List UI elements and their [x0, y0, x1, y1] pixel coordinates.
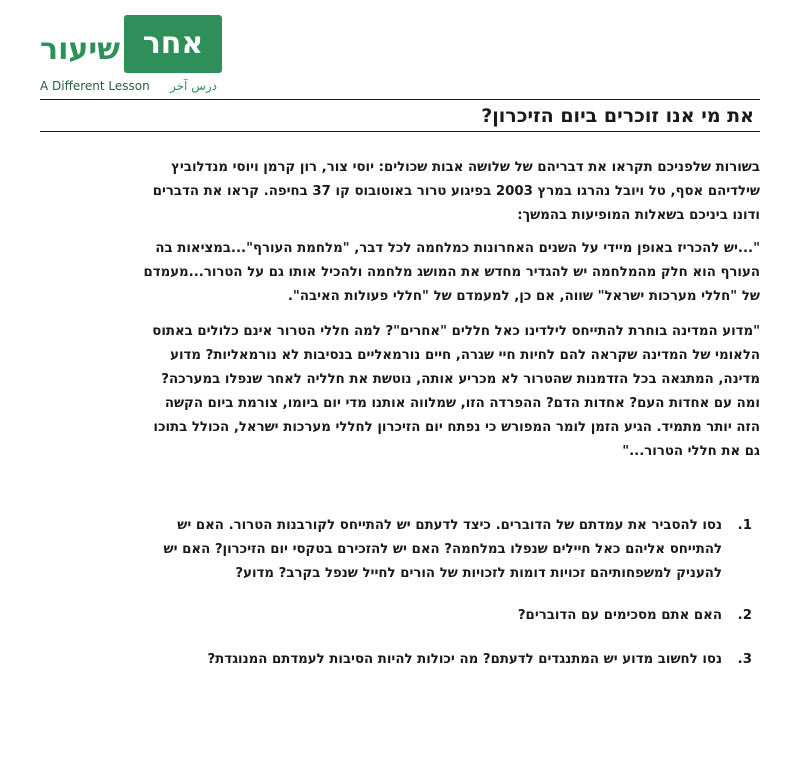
- question-line: האם אתם מסכימים עם הדוברים?: [517, 608, 722, 623]
- quote-paragraph-2: [35, 320, 760, 464]
- top-divider: [40, 99, 760, 100]
- quote1-line: העורף הוא חלק מהמלחמה יש להגדיר מחדש את המושג מלחמה ולהכיל אותו גם על הטרור...מעמדם: [143, 265, 760, 280]
- logo-word-acher: אחר: [142, 26, 204, 61]
- logo-word-shiur: שיעור: [40, 32, 120, 67]
- title-divider: [40, 131, 760, 132]
- intro-line: שילדיהם אסף, טל ויובל נהרגו במרץ 2003 בפיגוע טרור באוטובוס קו 37 בחיפה. קראו את הדברים: [152, 184, 760, 199]
- question-list: [47, 514, 752, 672]
- question-line: נסו לחשוב מדוע יש המתנגדים לדעתם? מה יכולות להיות הסיבות לעמדתם המנוגדת?: [207, 652, 722, 667]
- question-line: נסו להסביר את עמדתם של הדוברים. כיצד לדעתם יש להתייחס לקורבנות הטרור. האם יש: [177, 518, 722, 533]
- question-line: להתייחס אליהם כאל חיילים שנפלו במלחמה? האם יש להזכירם בטקסי יום הזיכרון? האם יש: [163, 542, 722, 557]
- question-item: [47, 648, 752, 672]
- quote-paragraph-1: [35, 237, 760, 309]
- logo-english-tagline: A Different Lesson: [40, 79, 150, 93]
- intro-line: ודונו ביניכם בשאלות המופיעות בהמשך:: [517, 208, 760, 223]
- intro-paragraph: [35, 156, 760, 228]
- question-number: 1.: [737, 518, 752, 533]
- question-item: [47, 604, 752, 628]
- question-number: 3.: [737, 652, 752, 667]
- quote1-line: "...יש להכריז באופן מיידי על השנים האחרונות כמלחמה לכל דבר, "מלחמת העורף"...במציאות בה: [155, 241, 760, 256]
- page-title: את מי אנו זוכרים ביום הזיכרון?: [481, 105, 754, 127]
- question-number: 2.: [737, 608, 752, 623]
- quote2-line: מדינה, המתגאה בכל הזדמנות שהטרור לא מכריע אותה, נוטשת את חלליה לאחר שנפלו במערכה?: [161, 372, 760, 387]
- quote1-line: של "חללי מערכות ישראל" שווה, אם כן, למעמדם של "חללי פעולות האיבה".: [287, 289, 760, 304]
- quote2-line: הזה יותר מתמיד. הגיע הזמן לומר המפורש כי נפתח יום הזיכרון לחללי מערכות ישראל, הכולל בתוכו: [153, 420, 760, 435]
- quote2-line: "מדוע המדינה בוחרת להתייחס לילדינו כאל חללים "אחרים"? למה חללי הטרור אינם כלולים באתוס: [152, 324, 760, 339]
- intro-line: בשורות שלפניכם תקראו את דבריהם של שלושה אבות שכולים: יוסי צור, רון קרמן ויוסי מנדלוביץ: [171, 160, 760, 175]
- quote2-line: ומה עם אחדות העם? אחדות הדם? ההפרדה הזו, שמלווה אותנו מדי יום ביומו, צורמת ביום הקשה: [164, 396, 760, 411]
- question-item: [47, 514, 752, 586]
- quote2-line: הלאומי של המדינה שקראה להם לחיות חיי שגרה, חיים נורמאליים בנסיבות לא נורמאליות? מדוע: [170, 348, 760, 363]
- logo: [40, 15, 230, 95]
- logo-green-box: [124, 15, 222, 73]
- quote2-line: גם את חללי הטרור...": [622, 444, 760, 459]
- logo-arabic-tagline: درس آخر: [170, 79, 217, 93]
- question-line: להעניק למשפחותיהם זכויות דומות לזכויות של הורים לחייל שנפל בקרב? מדוע?: [235, 566, 722, 581]
